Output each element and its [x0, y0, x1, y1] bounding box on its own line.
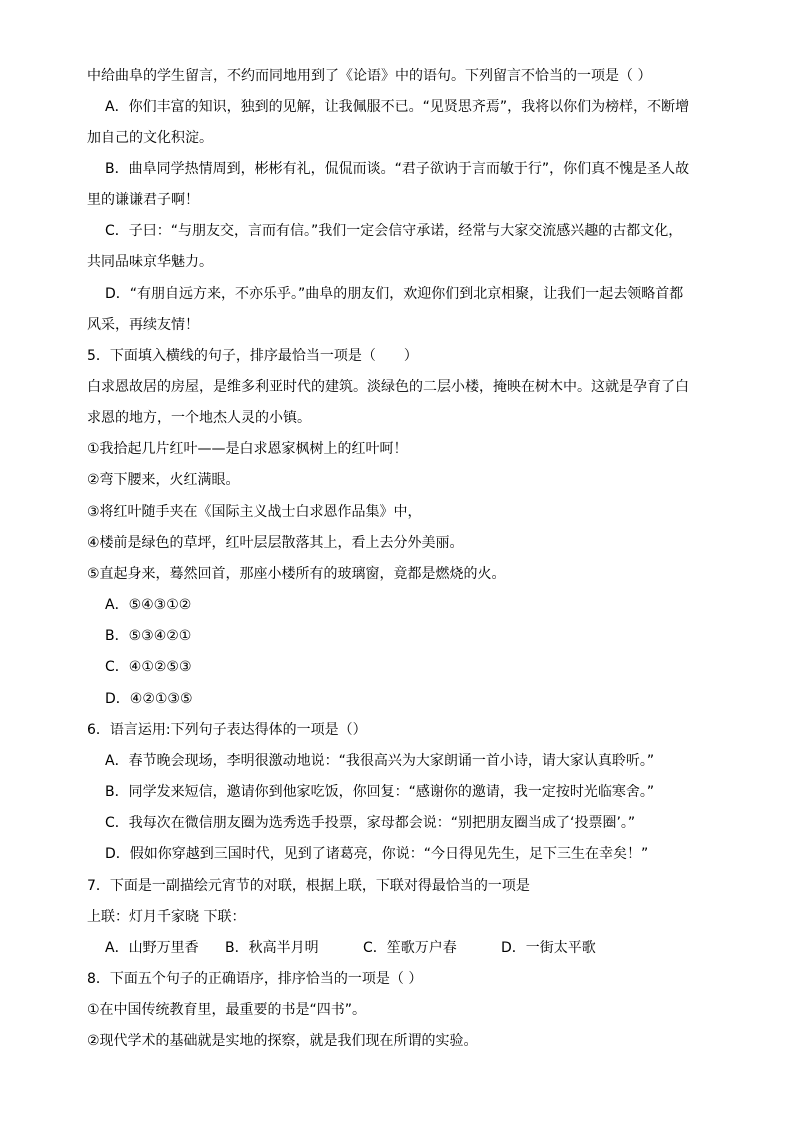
q8-stem: 8．下面五个句子的正确语序，排序恰当的一项是（ ） — [87, 971, 423, 987]
q4-option-d-line1: D．“有朋自远方来，不亦乐乎。”曲阜的朋友们，欢迎你们到北京相聚，让我们一起去领略首都 — [105, 286, 684, 302]
q6-option-d: D．假如你穿越到三国时代，见到了诸葛亮，你说：“今日得见先生，足下三生在幸矣！” — [105, 846, 649, 862]
q5-option-c: C．④①②⑤③ — [105, 659, 192, 675]
q4-option-b-line1: B．曲阜同学热情周到，彬彬有礼，侃侃而谈。“君子欲讷于言而敏于行”，你们真不愧是圣人故 — [105, 161, 690, 177]
q4-option-c-line2: 共同品味京华魅力。 — [87, 254, 213, 270]
q4-option-c-line1: C．子曰：“与朋友交，言而有信。”我们一定会信守承诺，经常与大家交流感兴趣的古都文化， — [105, 223, 683, 239]
q5-option-d: D．④②①③⑤ — [105, 691, 193, 707]
q4-option-a-line1: A．你们丰富的知识，独到的见解，让我佩服不已。“见贤思齐焉”，我将以你们为榜样，不断增 — [105, 99, 690, 115]
q7-option-d: D．一街太平歌 — [501, 940, 596, 956]
q7-option-b: B．秋高半月明 — [225, 940, 319, 956]
q8-sentence-1: ①在中国传统教育里，最重要的书是“四书”。 — [87, 1002, 367, 1018]
q5-stem: 5．下面填入横线的句子，排序最恰当一项是（ ） — [87, 348, 418, 364]
q7-couplet: 上联：灯月千家晓 下联： — [87, 909, 246, 925]
q5-sentence-2: ②弯下腰来，火红满眼。 — [87, 472, 240, 488]
q5-passage-line1: 白求恩故居的房屋，是维多利亚时代的建筑。淡绿色的二层小楼，掩映在树木中。这就是孕育了白 — [87, 379, 689, 395]
q4-option-b-line2: 里的谦谦君子啊！ — [87, 192, 199, 208]
q8-sentence-2: ②现代学术的基础就是实地的探察，就是我们现在所谓的实验。 — [87, 1033, 478, 1049]
q6-option-a: A．春节晚会现场，李明很激动地说：“我很高兴为大家朗诵一首小诗，请大家认真聆听。” — [105, 753, 655, 769]
q6-option-b: B．同学发来短信，邀请你到他家吃饭，你回复：“感谢你的邀请，我一定按时光临寒舍。” — [105, 784, 655, 800]
q5-sentence-5: ⑤直起身来，蓦然回首，那座小楼所有的玻璃窗，竟都是燃烧的火。 — [87, 566, 506, 582]
q4-option-d-line2: 风采，再续友情！ — [87, 317, 199, 333]
q5-option-b: B．⑤③④②① — [105, 628, 192, 644]
q6-stem: 6．语言运用:下列句子表达得体的一项是（） — [87, 722, 367, 738]
q7-options-row — [105, 938, 596, 958]
q5-sentence-1: ①我拾起几片红叶——是白求恩家枫树上的红叶呵！ — [87, 441, 408, 457]
q5-sentence-4: ④楼前是绿色的草坪，红叶层层散落其上，看上去分外美丽。 — [87, 535, 464, 551]
q7-option-c: C．笙歌万户春 — [363, 940, 457, 956]
q4-option-a-line2: 加自己的文化积淀。 — [87, 130, 213, 146]
q6-option-c: C．我每次在微信朋友圈为选秀选手投票，家母都会说：“别把朋友圈当成了‘投票圈’。” — [105, 815, 636, 831]
q5-option-a: A．⑤④③①② — [105, 597, 192, 613]
q4-stem: 中给曲阜的学生留言，不约而同地用到了《论语》中的语句。下列留言不恰当的一项是（ ） — [87, 68, 652, 84]
q5-sentence-3: ③将红叶随手夹在《国际主义战士白求恩作品集》中， — [87, 504, 422, 520]
q7-stem: 7．下面是一副描绘元宵节的对联，根据上联，下联对得最恰当的一项是 — [87, 878, 530, 894]
q5-passage-line2: 求恩的地方，一个地杰人灵的小镇。 — [87, 410, 311, 426]
q7-option-a: A．山野万里香 — [105, 940, 199, 956]
